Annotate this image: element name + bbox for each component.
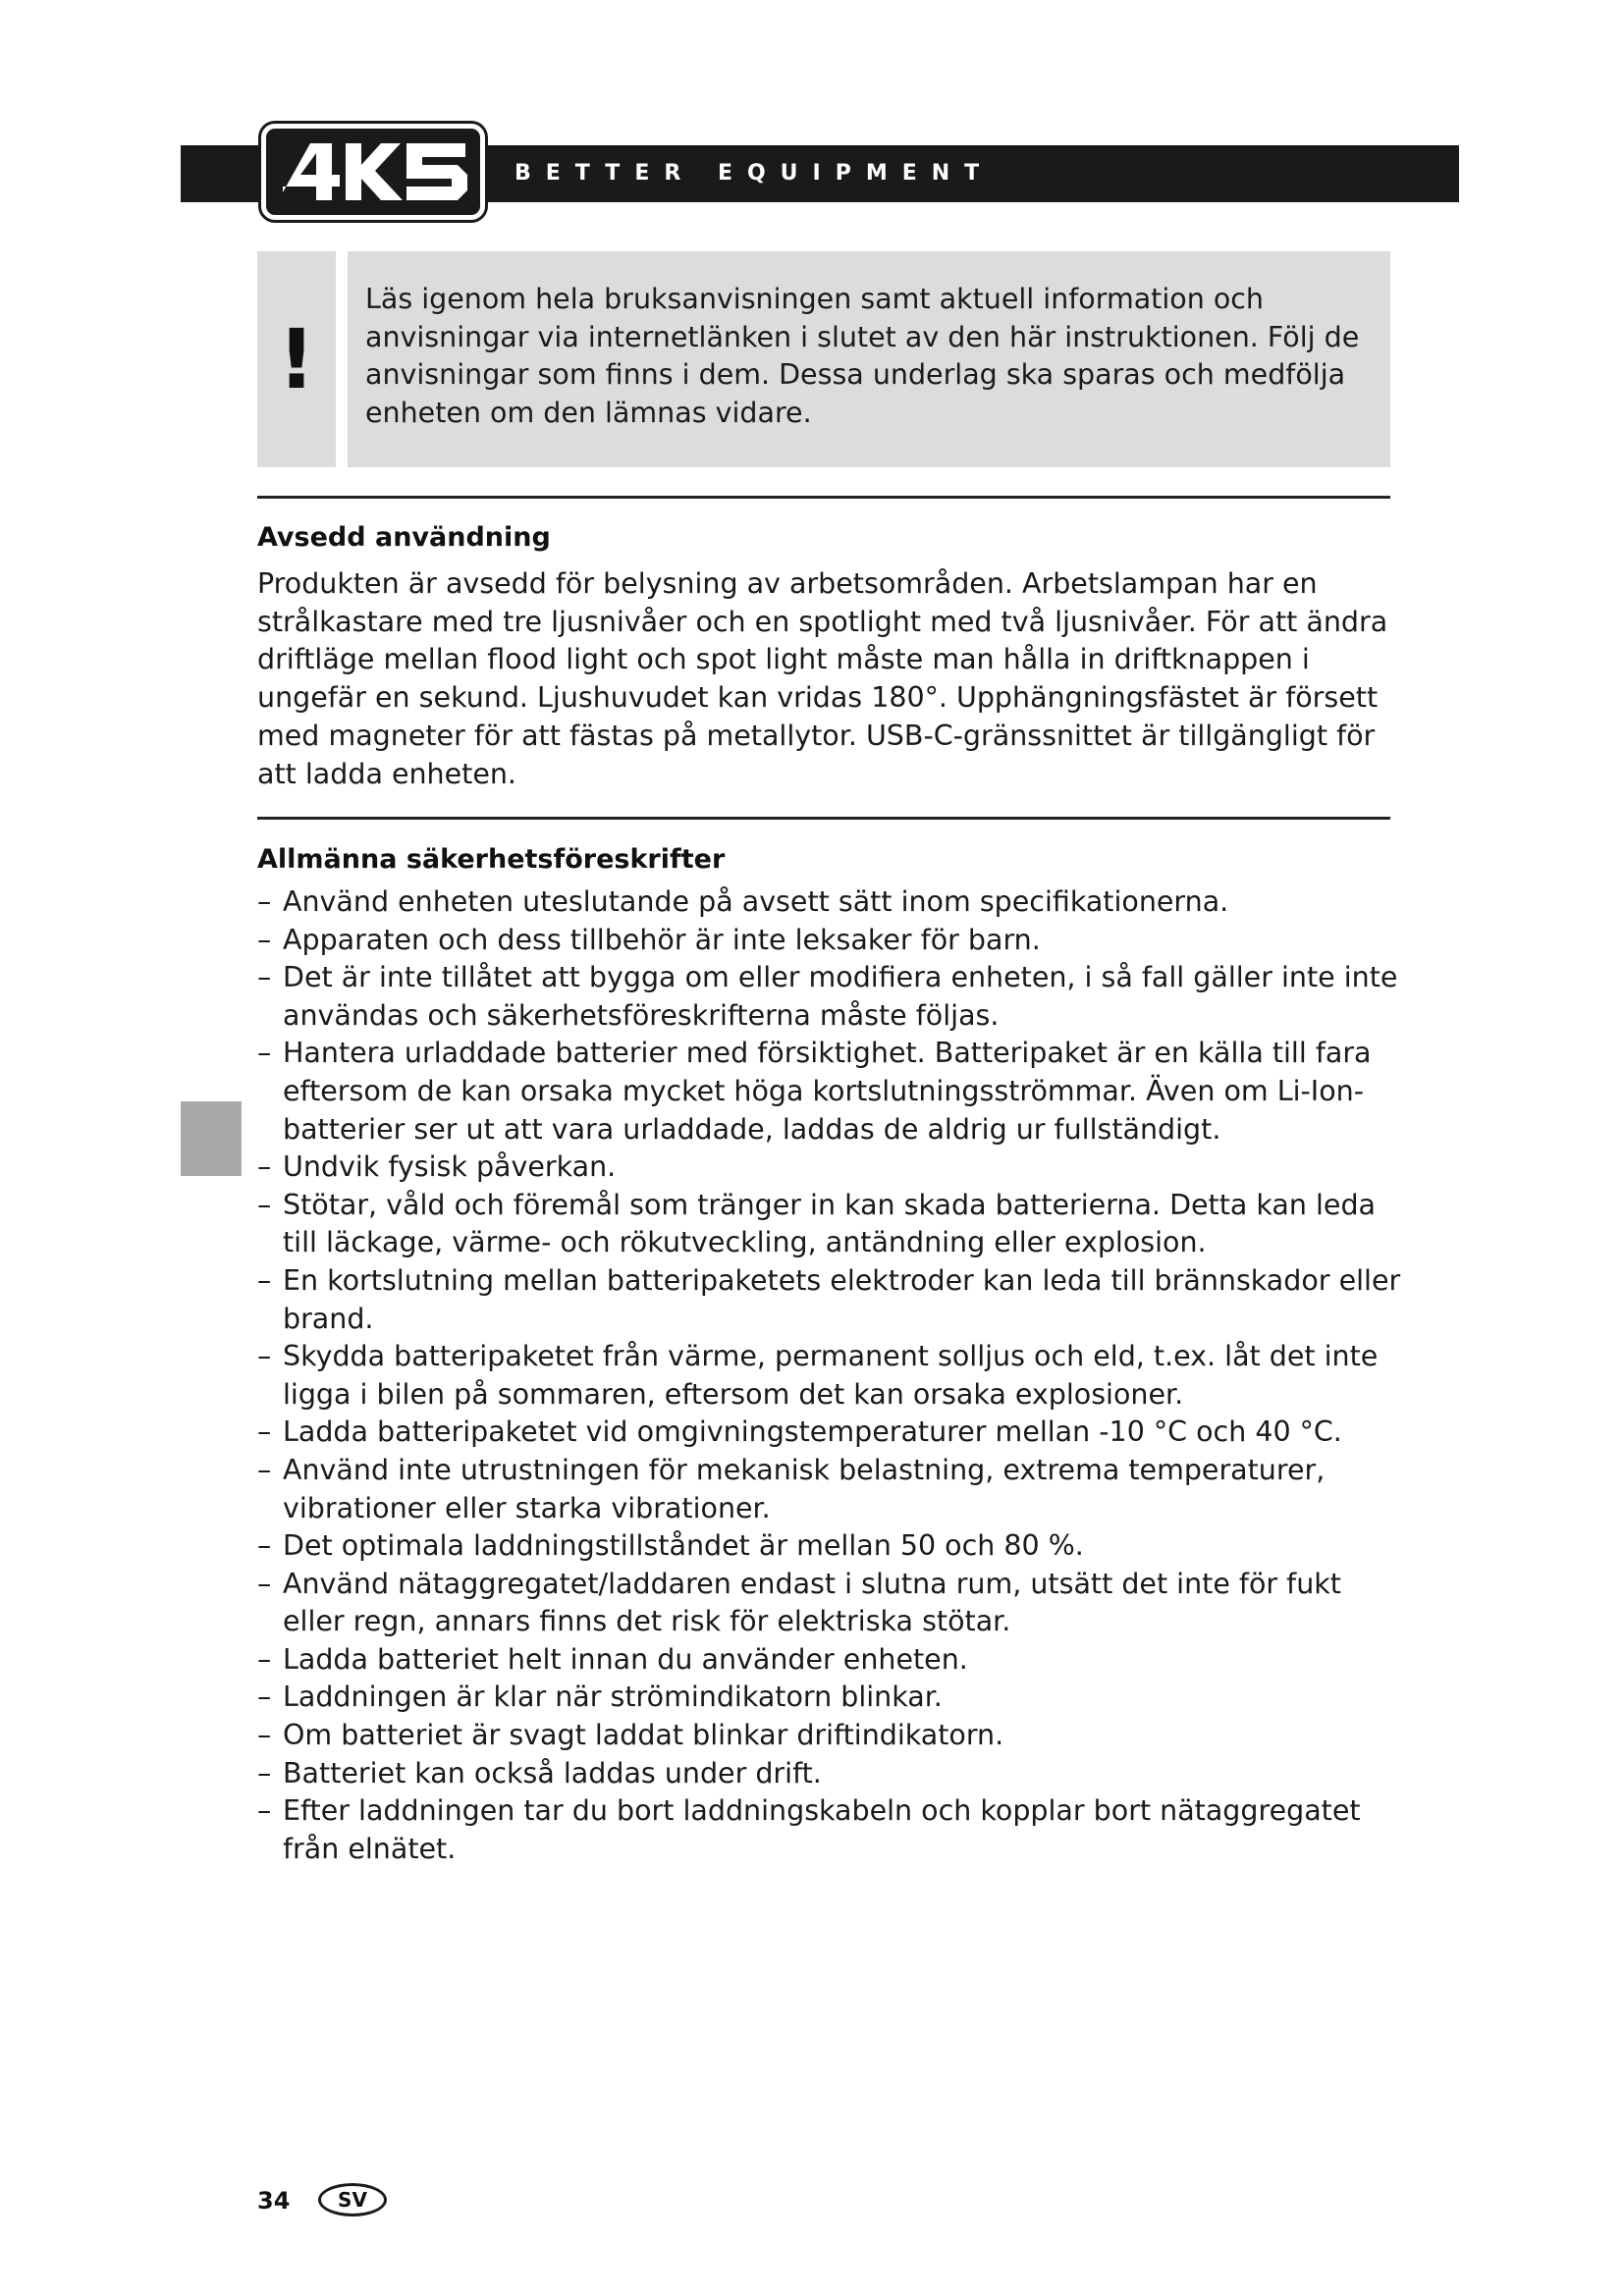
list-item: – Hantera urladdade batterier med försiktighet. Batteripaket är en källa till fara eftersom de kan orsaka mycket höga kortslutningsströmmar. Även om Li-Ion-batterier ser ut att vara urladdade, laddas de aldrig ur fullständigt.	[257, 1037, 1372, 1146]
list-item: – Skydda batteripaketet från värme, permanent solljus och eld, t.ex. låt det inte ligga i bilen på sommaren, eftersom det kan orsaka explosioner.	[257, 1340, 1379, 1411]
safety-heading: Allmänna säkerhetsföreskrifter	[257, 844, 726, 875]
list-item: – Batteriet kan också laddas under drift.	[257, 1756, 822, 1789]
list-item: – En kortslutning mellan batteripaketets elektroder kan leda till brännskador eller brand.	[257, 1263, 1401, 1335]
warning-icon-box	[257, 251, 336, 467]
brand-tagline: BETTER EQUIPMENT	[514, 161, 995, 186]
safety-list	[257, 883, 1406, 1868]
page-number: 34	[257, 2187, 291, 2215]
language-badge: SV	[318, 2183, 387, 2216]
section-divider	[257, 496, 1390, 499]
notice-box	[348, 251, 1390, 467]
brand-logo	[261, 124, 485, 220]
list-item: – Stötar, våld och föremål som tränger in kan skada batterierna. Detta kan leda till läckage, värme- och rökutveckling, antändning eller explosion.	[257, 1188, 1377, 1259]
list-item: – Ladda batteriet helt innan du använder enheten.	[257, 1642, 968, 1676]
list-item: – Använd inte utrustningen för mekanisk belastning, extrema temperaturer, vibrationer eller starka vibrationer.	[257, 1453, 1326, 1524]
list-item: – Det optimala laddningstillståndet är mellan 50 och 80 %.	[257, 1529, 1084, 1563]
list-item: – Använd nätaggregatet/laddaren endast i slutna rum, utsätt det inte för fukt eller regn, annars finns det risk för elektriska stötar.	[257, 1567, 1341, 1638]
exclamation-icon: !	[277, 311, 316, 407]
list-item: – Undvik fysisk påverkan.	[257, 1150, 617, 1184]
list-item: – Apparaten och dess tillbehör är inte leksaker för barn.	[257, 923, 1041, 956]
intended-use-text: Produkten är avsedd för belysning av arbetsområden. Arbetslampan har en strålkastare med tre ljusnivåer och en spotlight med två ljusnivåer. För att ändra driftläge mellan flood light och spot light måste man hålla in driftknappen i ungefär en sekund. Ljushuvudet kan vridas 180°. Upphängningsfästet är försett med magneter för att fästas på metallytor. USB-C-gränssnittet är tillgängligt för att ladda enheten.	[257, 567, 1388, 790]
intended-use-heading: Avsedd användning	[257, 522, 551, 553]
logo-4k5-graphic	[275, 135, 471, 208]
notice-text: Läs igenom hela bruksanvisningen samt aktuell information och anvisningar via internetlänken i slutet av den här instruktionen. Följ de anvisningar som finns i dem. Dessa underlag ska sparas och medfölja enheten om den lämnas vidare.	[365, 283, 1360, 429]
list-item: – Laddningen är klar när strömindikatorn blinkar.	[257, 1681, 943, 1714]
list-item: – Om batteriet är svagt laddat blinkar driftindikatorn.	[257, 1719, 1004, 1752]
list-item: – Använd enheten uteslutande på avsett sätt inom specifikationerna.	[257, 885, 1229, 918]
list-item: – Det är inte tillåtet att bygga om eller modifiera enheten, i så fall gäller inte inte användas och säkerhetsföreskrifterna måste följas.	[257, 961, 1398, 1032]
side-tab-marker	[181, 1101, 242, 1176]
list-item: – Efter laddningen tar du bort laddningskabeln och kopplar bort nätaggregatet från elnätet.	[257, 1794, 1361, 1865]
section-divider	[257, 817, 1390, 820]
list-item: – Ladda batteripaketet vid omgivningstemperaturer mellan -10 °C och 40 °C.	[257, 1415, 1342, 1449]
